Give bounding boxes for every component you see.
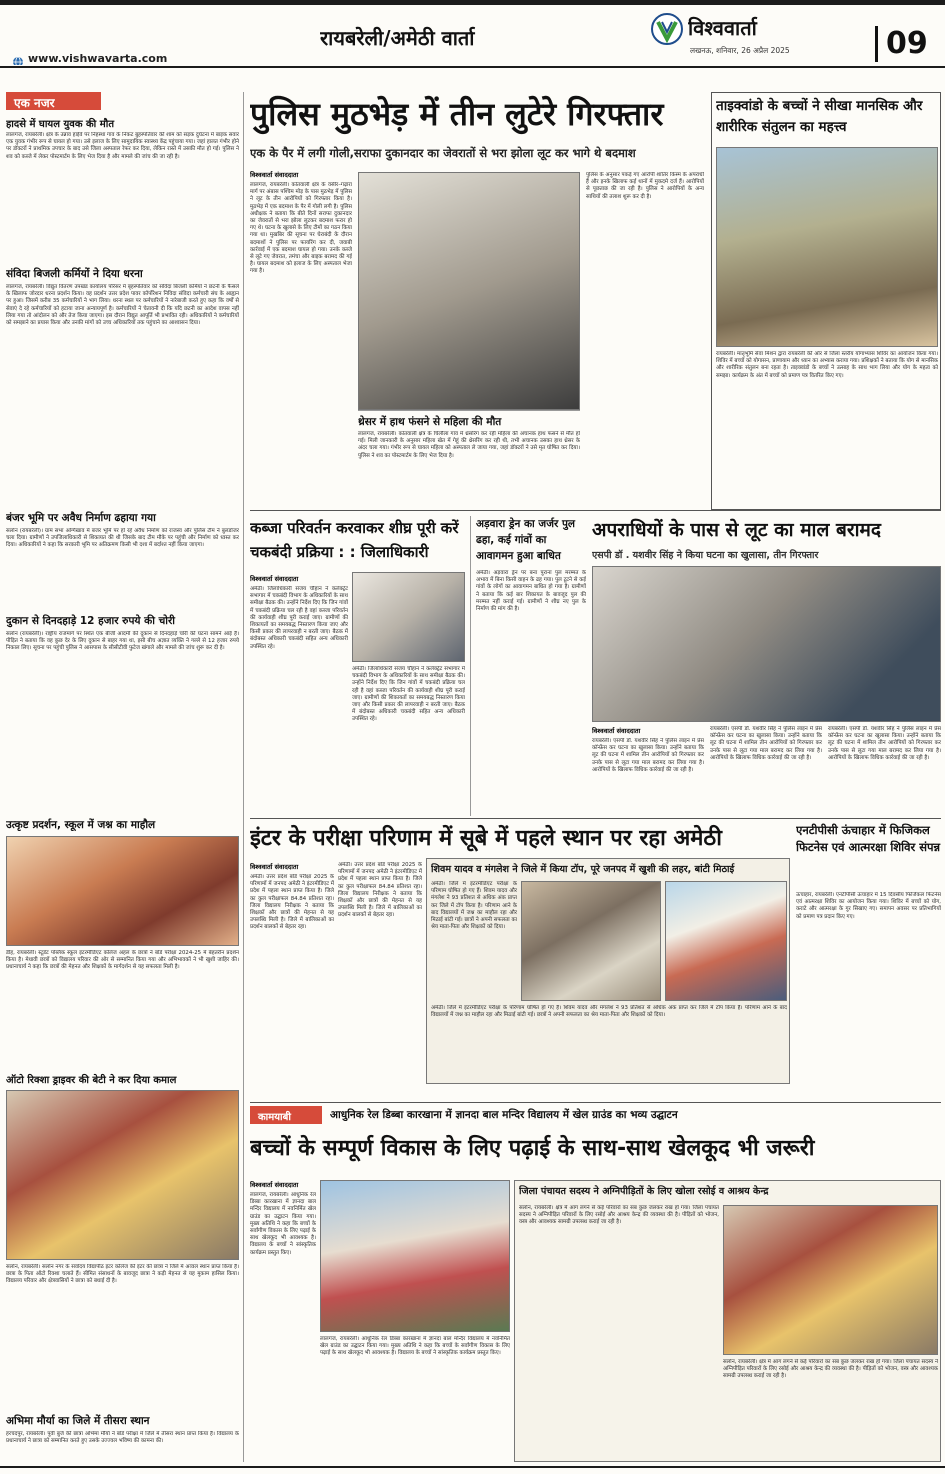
taekwondo-body: रायबरेली। मातृभूमि सेवा मिशन द्वारा रायबरेली की ओर से जिला स्तरीय योगाभ्यास शिविर का आयोजन किया गया। शिविर में बच्चों को योगासन, प्राणायाम और ध्यान का अभ्यास कराया गया। प्रशिक्षकों ने बताया कि योग से मानसिक और शारीरिक संतुलन बना रहता है। ताइक्वांडो के बच्चों ने उत्साह के साथ भाग लिया और योग के महत्व को समझा। कार्यक्रम के अंत में बच्चों को प्रमाण पत्र वितरित किए गए। — [716, 351, 938, 379]
lead-byline: विश्ववार्ता संवाददाता — [250, 171, 299, 179]
thresher-body: लालगंज, रायबरेली। कोतवाली क्षेत्र के चिलौला गांव में थ्रेसरिंग कर रही महिला की अचानक हाथ फंसने से मौत हो गई। मिली जानकारी के अनुसार महिला खेत में गेहूं की थ्रेसरिंग कर रही थी, तभी अचानक उसका हाथ थ्रेसर के अंदर चला गया। गंभीर रूप से घायल महिला को अस्पताल ले जाया गया, जहां डॉक्टरों ने उसे मृत घोषित कर दिया। पुलिस ने शव का पोस्टमार्टम के लिए भेज दिया है। — [358, 431, 580, 459]
topper-celebration-photo — [521, 881, 661, 1001]
recovery-body-col3: रायबरेली। एसपी डॉ. यशवीर सिंह ने पुलिस लाइन में प्रेस कॉन्फ्रेंस कर घटना का खुलासा किया। उन्होंने बताया कि लूट की घटना में शामिल तीन आरोपियों को गिरफ्तार कर उनके पास से लूटा गया माल बरामद कर लिया गया है। आरोपियों के खिलाफ विधिक कार्रवाई की जा रही है। — [828, 726, 941, 761]
bottom-body-more: लालगंज, रायबरेली। आधुनिक रेल डिब्बा कारखाना में ज्ञानदा बाल मन्दिर विद्यालय में नवनिर्मित खेल ग्राउंड का उद्घाटन किया गया। मुख्य अतिथि ने कहा कि बच्चों के सर्वांगीण विकास के लिए पढ़ाई के साथ खेलकूद भी आवश्यक है। विद्यालय के बच्चों ने सांस्कृतिक कार्यक्रम प्रस्तुत किए। — [320, 1336, 510, 1357]
sp-press-conference-photo — [592, 566, 941, 722]
left-item-7-title: अभिमा मौर्या का जिले में तीसरा स्थान — [6, 1415, 150, 1427]
dateline: लखनऊ, शनिवार, 26 अप्रैल 2025 — [690, 46, 790, 55]
left-item-4-body: सलोन (रायबरेली)। राष्ट्रीय राजमार्ग पर स्थित एक बीजी आदमी की दुकान से दिनदहाड़े चोरी की घटना सामने आई है। पीड़ित ने बताया कि वह कुछ देर के लिए दुकान से बाहर गया था, इसी बीच अज्ञात व्यक्ति ने गल्ले से 12 हजार रुपये निकाल लिए। सूचना पर पहुंची पुलिस ने आसपास के सीसीटीवी फुटेज खंगाले और मामले की जांच शुरू कर दी है। — [6, 631, 239, 652]
ntpc-body: ऊंचाहार, रायबरेली। एनटीपीसी ऊंचाहार में 15 दिवसीय फिजिकल फिटनेस एवं आत्मरक्षा शिविर का आयोजन किया गया। शिविर में बच्चों को योग, कराटे और आत्मरक्षा के गुर सिखाए गए। समापन अवसर पर प्रतिभागियों को प्रमाण पत्र प्रदान किए गए। — [796, 892, 941, 920]
left-item-7-body: हरचंदपुर, रायबरेली। पूर्वी बुर्ज की छात्रा अभिमा मौर्या ने बोर्ड परीक्षा में जिले में तीसरा स्थान प्राप्त किया है। विद्यालय के प्रधानाचार्य ने छात्रा को सम्मानित करते हुए उसके उज्ज्वल भविष्य की कामना की। — [6, 1431, 239, 1445]
ntpc-headline: एनटीपीसी ऊंचाहार में फिजिकल फिटनेस एवं आत्मरक्षा शिविर संपन्न — [796, 823, 941, 854]
fire-relief-headline: जिला पंचायत सदस्य ने अग्निपीड़ितों के लिए खोला रसोई व आश्रय केन्द्र — [519, 1186, 769, 1197]
lead-subhead: एक के पैर में लगी गोली,सराफा दुकानदार का जेवरातों से भरा झोला लूट कर भागे थे बदमाश — [250, 146, 636, 160]
bridge-body: अमेठी। अड़वारा ड्रेन पर बना पुराना पुल मरम्मत के अभाव में बिना किसी वाहन के ढह गया। पुल टूटने से कई गांवों के लोगों का आवागमन बाधित हो गया है। ग्रामीणों ने बताया कि कई बार शिकायत के बावजूद पुल की मरम्मत नहीं कराई गई। ग्रामीणों ने शीघ्र नए पुल के निर्माण की मांग की है। — [476, 570, 586, 613]
left-item-6-title: ऑटो रिक्शा ड्राइवर की बेटी ने कर दिया कमाल — [6, 1075, 177, 1086]
bottom-rule — [0, 1466, 945, 1468]
left-item-6-caption: सलोन, रायबरेली। सलोन नगर के सर्वोदय विद्यापीठ इंटर कॉलेज की इंटर की छात्रा ने जिले में अव्वल स्थान प्राप्त किया है। छात्रा के पिता ऑटो रिक्शा चलाते हैं। सीमित संसाधनों के बावजूद छात्रा ने कड़ी मेहनत से यह मुकाम हासिल किया। विद्यालय परिवार और क्षेत्रवासियों ने छात्रा को बधाई दी है। — [6, 1264, 239, 1285]
fire-relief-body-more: सलोन, रायबरेली। क्षेत्र में आग लगने से कई परिवारों का सब कुछ जलकर राख हो गया। जिला पंचायत सदस्य ने अग्निपीड़ित परिवारों के लिए रसोई और आश्रय केन्द्र की व्यवस्था की है। पीड़ितों को भोजन, वस्त्र और आवश्यक सामग्री उपलब्ध कराई जा रही है। — [723, 1359, 938, 1380]
site-url[interactable]: www.vishwavarta.com — [28, 52, 168, 65]
auto-driver-daughter-photo — [6, 1090, 239, 1260]
chakbandi-body: अमेठी। जिलाधिकारी संजय चौहान ने कलेक्ट्रेट सभागार में चकबंदी विभाग के अधिकारियों के साथ समीक्षा बैठक की। उन्होंने निर्देश दिए कि जिन गांवों में चकबंदी प्रक्रिया चल रही है वहां कब्जा परिवर्तन की कार्यवाही शीघ्र पूरी कराई जाए। ग्रामीणों की शिकायतों का समयबद्ध निस्तारण किया जाए और किसी प्रकार की लापरवाही न बरती जाए। बैठक में बंदोबस्त अधिकारी चकबंदी सहित अन्य अधिकारी उपस्थित रहे। — [250, 586, 348, 650]
left-item-1-body: लालगंज, रायबरेली। क्षेत्र के उन्नाव हाईवे पर निहस्था गांव के निकट बुहस्पतिवार की शाम को सड़क दुर्घटना में बाइक सवार एक युवक गंभीर रूप से घायल हो गया। उसे इलाज के लिए सामुदायिक स्वास्थ्य केंद्र पहुंचाया गया। जहां हालत गंभीर होने पर डॉक्टरों ने प्राथमिक उपचार के बाद उसे जिला अस्पताल रेफर कर दिया, लेकिन रास्ते में उसकी मौत हो गई। पुलिस ने शव को कब्जे में लेकर पोस्टमार्टम के लिए भेज दिया है और मामले की जांच की जा रही है। — [6, 132, 239, 160]
yoga-camp-photo — [716, 147, 938, 347]
topper-body-more: अमेठी। जिले में इंटरमीडिएट परीक्षा के परिणाम घोषित हो गए हैं। शिवम यादव और मंगलेश ने 93 प्रतिशत से अधिक अंक प्राप्त कर जिले में टॉप किया है। परिणाम आने के बाद विद्यालयों में जश्न का माहौल रहा और मिठाई बांटी गई। छात्रों ने अपनी सफलता का श्रेय माता-पिता और शिक्षकों को दिया। — [431, 1005, 787, 1019]
left-item-2-title: संविदा बिजली कर्मियों ने दिया धरना — [6, 268, 143, 280]
recovery-body: रायबरेली। एसपी डॉ. यशवीर सिंह ने पुलिस लाइन में प्रेस कॉन्फ्रेंस कर घटना का खुलासा किया। उन्होंने बताया कि लूट की घटना में शामिल तीन आरोपियों को गिरफ्तार कर उनके पास से लूटा गया माल बरामद कर लिया गया है। आरोपियों के खिलाफ विधिक कार्रवाई की जा रही है। — [592, 738, 704, 773]
recovery-body-col2: रायबरेली। एसपी डॉ. यशवीर सिंह ने पुलिस लाइन में प्रेस कॉन्फ्रेंस कर घटना का खुलासा किया। उन्होंने बताया कि लूट की घटना में शामिल तीन आरोपियों को गिरफ्तार कर उनके पास से लूटा गया माल बरामद कर लिया गया है। आरोपियों के खिलाफ विधिक कार्रवाई की जा रही है। — [710, 726, 822, 761]
section-rule-1 — [250, 510, 941, 511]
thresher-headline: थ्रेसर में हाथ फंसने से महिला की मौत — [358, 416, 502, 428]
globe-icon — [12, 53, 24, 65]
left-column — [6, 92, 239, 1462]
topper-box — [426, 858, 790, 1084]
section-rule-2 — [250, 818, 941, 819]
lead-body: लालगंज, रायबरेली। कोतवाली क्षेत्र के वसीर–गढ़ारा मार्ग पर अंबास पश्चिम मोड़ के पास मुठभेड़ में पुलिस ने लूट के तीन आरोपियों को गिरफ्तार किया है। मुठभेड़ में एक बदमाश के पैर में गोली लगी है। पुलिस अधीक्षक ने बताया कि बीते दिनों सराफा दुकानदार का जेवरातों से भरा झोला लूटकर बदमाश फरार हो गए थे। घटना के खुलासे के लिए टीमों का गठन किया गया था। मुखबिर की सूचना पर घेराबंदी के दौरान बदमाशों ने पुलिस पर फायरिंग कर दी, जवाबी कार्रवाई में एक बदमाश घायल हो गया। उनके कब्जे से लूटे गए जेवरात, तमंचा और बाइक बरामद की गई है। घायल बदमाश को इलाज के लिए अस्पताल भेजा गया है। — [250, 182, 352, 275]
school-celebration-photo — [6, 836, 239, 946]
kamyabi-tag: कामयाबी — [250, 1106, 322, 1124]
bottom-headline: बच्चों के सम्पूर्ण विकास के लिए पढ़ाई के साथ-साथ खेलकूद भी जरूरी — [250, 1136, 815, 1161]
taekwondo-headline: ताइक्वांडो के बच्चों ने सीखा मानसिक और शारीरिक संतुलन का महत्त्व — [716, 98, 923, 135]
taekwondo-box — [711, 92, 941, 510]
section-rule-3 — [250, 1102, 941, 1103]
header-rule — [0, 66, 945, 68]
col-divider-left — [243, 92, 244, 1462]
bottom-body: लालगंज, रायबरेली। आधुनिक रेल डिब्बा कारखाना में ज्ञानदा बाल मन्दिर विद्यालय में नवनिर्मित खेल ग्राउंड का उद्घाटन किया गया। मुख्य अतिथि ने कहा कि बच्चों के सर्वांगीण विकास के लिए पढ़ाई के साथ खेलकूद भी आवश्यक है। विद्यालय के बच्चों ने सांस्कृतिक कार्यक्रम प्रस्तुत किए। — [250, 1192, 316, 1256]
brand-logo-icon — [650, 12, 684, 46]
left-item-5-title: उत्कृष्ट प्रदर्शन, स्कूल में जश्न का माहौल — [6, 819, 156, 831]
left-item-3-body: सलोन (रायबरेली)। ग्राम सभा अग्गिखांव में बंजर भूमि पर हो रहे अवैध निर्माण को राजस्व और पुलिस टीम ने बुलडोजर चला दिया। ग्रामीणों ने उपजिलाधिकारी से शिकायत की थी जिसके बाद टीम मौके पर पहुंची और निर्माण को ध्वस्त कर दिया। अधिकारियों ने कहा कि सरकारी भूमि पर अतिक्रमण किसी भी दशा में बर्दाश्त नहीं किया जाएगा। — [6, 528, 239, 549]
masthead — [0, 0, 945, 68]
page-number: 09 — [875, 26, 935, 62]
inter-headline: इंटर के परीक्षा परिणाम में सूबे में पहले स्थान पर रहा अमेठी — [250, 826, 722, 851]
topper-girl-photo — [665, 881, 787, 1001]
left-item-1-title: हादसे में घायल युवक की मौत — [6, 119, 115, 130]
injured-robber-photo — [358, 172, 580, 410]
left-item-2-body: लालगंज, रायबरेली। विद्युत वितरण उपखंड कार्यालय परिसर में बृहस्पतिवार को संविदा बिजली कर्मियों ने छटनी के फैसले के खिलाफ जोरदार धरना प्रदर्शन किया। वह प्रदर्शन उत्तर प्रदेश पावर कॉर्पोरेशन निविदा संविदा कर्मचारी संघ के आह्वान पर हुआ। जिसमें करीब 35 कर्मचारियों ने भाग लिया। धरना स्थल पर कर्मचारियों ने नारेबाजी करते हुए कहा कि वर्षों से सेवाएं दे रहे कर्मचारियों को हटाया जाना अन्यायपूर्ण है। कर्मचारियों ने चेतावनी दी कि यदि छटनी का आदेश वापस नहीं लिया गया तो आंदोलन को और तेज किया जाएगा। इस दौरान विद्युत आपूर्ति भी प्रभावित रही। अधिकारियों ने कर्मचारियों को समझाने का प्रयास किया और उनकी मांगों को उच्च अधिकारियों तक पहुंचाने का आश्वासन दिया। — [6, 284, 239, 327]
recovery-subhead: एसपी डॉ . यशवीर सिंह ने किया घटना का खुलासा, तीन गिरफ्तार — [592, 550, 819, 561]
fire-relief-photo — [723, 1205, 938, 1355]
section-title: रायबरेली/अमेठी वार्ता — [320, 26, 475, 50]
chakbandi-byline: विश्ववार्ता संवाददाता — [250, 575, 299, 583]
inter-body-col2: अमेठी। उत्तर प्रदेश बोर्ड परीक्षा 2025 के परिणामों में जनपद अमेठी ने इंटरमीडिएट में प्रदेश में पहला स्थान प्राप्त किया है। जिले का कुल परीक्षाफल 84.84 प्रतिशत रहा। जिला विद्यालय निरीक्षक ने बताया कि शिक्षकों और छात्रों की मेहनत से यह उपलब्धि मिली है। जिले में बालिकाओं का प्रदर्शन बालकों से बेहतर रहा। — [338, 862, 422, 919]
chakbandi-body-continued: अमेठी। जिलाधिकारी संजय चौहान ने कलेक्ट्रेट सभागार में चकबंदी विभाग के अधिकारियों के साथ समीक्षा बैठक की। उन्होंने निर्देश दिए कि जिन गांवों में चकबंदी प्रक्रिया चल रही है वहां कब्जा परिवर्तन की कार्यवाही शीघ्र पूरी कराई जाए। ग्रामीणों की शिकायतों का समयबद्ध निस्तारण किया जाए और किसी प्रकार की लापरवाही न बरती जाए। बैठक में बंदोबस्त अधिकारी चकबंदी सहित अन्य अधिकारी उपस्थित रहे। — [352, 666, 465, 723]
sports-ground-photo — [320, 1180, 510, 1332]
fire-relief-body: सलोन, रायबरेली। क्षेत्र में आग लगने से कई परिवारों का सब कुछ जलकर राख हो गया। जिला पंचायत सदस्य ने अग्निपीड़ित परिवारों के लिए रसोई और आश्रय केन्द्र की व्यवस्था की है। पीड़ितों को भोजन, वस्त्र और आवश्यक सामग्री उपलब्ध कराई जा रही है। — [519, 1205, 719, 1226]
lead-headline: पुलिस मुठभेड़ में तीन लुटेरे गिरफ्तार — [250, 95, 664, 133]
thresher-news-box — [358, 410, 580, 498]
chakbandi-headline: कब्जा परिवर्तन करवाकर शीघ्र पूरी करें चकबंदी प्रक्रिया : : जिलाधिकारी — [250, 519, 459, 561]
topper-body: अमेठी। जिले में इंटरमीडिएट परीक्षा के परिणाम घोषित हो गए हैं। शिवम यादव और मंगलेश ने 93 प्रतिशत से अधिक अंक प्राप्त कर जिले में टॉप किया है। परिणाम आने के बाद विद्यालयों में जश्न का माहौल रहा और मिठाई बांटी गई। छात्रों ने अपनी सफलता का श्रेय माता-पिता और शिक्षकों को दिया। — [431, 881, 517, 931]
top-rule — [0, 0, 945, 5]
left-item-4-title: दुकान से दिनदहाड़े 12 हजार रुपये की चोरी — [6, 615, 175, 627]
inter-byline: विश्ववार्ता संवाददाता — [250, 863, 299, 871]
left-item-5-caption: डीह, रायबरेली। स्टूडेंट पब्लिक स्कूल इंटरमीडिएट कॉलेज अहल के छात्रों ने बोर्ड परीक्षा 2024-25 में बेहतरीन प्रदर्शन किया है। मेधावी छात्रों को विद्यालय परिवार की ओर से सम्मानित किया गया और अभिभावकों ने भी खुशी जाहिर की। प्रधानाचार्य ने कहा कि छात्रों की मेहनत और शिक्षकों के मार्गदर्शन से यह सफलता मिली है। — [6, 950, 239, 971]
brand-name: विश्ववार्ता — [688, 16, 757, 40]
left-item-3-title: बंजर भूमि पर अवैध निर्माण ढहाया गया — [6, 512, 156, 524]
dm-meeting-photo — [352, 572, 465, 662]
recovery-byline: विश्ववार्ता संवाददाता — [592, 727, 641, 735]
recovery-headline: अपराधियों के पास से लूट का माल बरामद — [592, 519, 881, 541]
bottom-byline: विश्ववार्ता संवाददाता — [250, 1181, 299, 1189]
topper-headline: शिवम यादव व मंगलेश ने जिले में किया टॉप, पूरे जनपद में खुशी की लहर, बांटी मिठाई — [431, 864, 735, 875]
bottom-kicker: आधुनिक रेल डिब्बा कारखाना में ज्ञानदा बाल मन्दिर विद्यालय में खेल ग्राउंड का भव्य उद्घाटन — [330, 1109, 678, 1121]
bridge-headline: अड़वारा ड्रेन का जर्जर पुल ढहा, कई गांवों का आवागमन हुआ बाधित — [476, 518, 576, 562]
lead-body-continued: पुलिस के अनुसार पकड़े गए आरोपी शातिर किस्म के अपराधी हैं और इनके खिलाफ कई थानों में मुकदमे दर्ज हैं। आरोपियों से पूछताछ की जा रही है। पुलिस ने आरोपियों के अन्य साथियों की तलाश शुरू कर दी है। — [586, 172, 704, 200]
col-divider-mid — [470, 516, 471, 816]
ek-nazar-label: एक नजर — [6, 92, 101, 110]
fire-relief-box — [514, 1180, 941, 1462]
inter-body: अमेठी। उत्तर प्रदेश बोर्ड परीक्षा 2025 के परिणामों में जनपद अमेठी ने इंटरमीडिएट में प्रदेश में पहला स्थान प्राप्त किया है। जिले का कुल परीक्षाफल 84.84 प्रतिशत रहा। जिला विद्यालय निरीक्षक ने बताया कि शिक्षकों और छात्रों की मेहनत से यह उपलब्धि मिली है। जिले में बालिकाओं का प्रदर्शन बालकों से बेहतर रहा। — [250, 874, 334, 931]
